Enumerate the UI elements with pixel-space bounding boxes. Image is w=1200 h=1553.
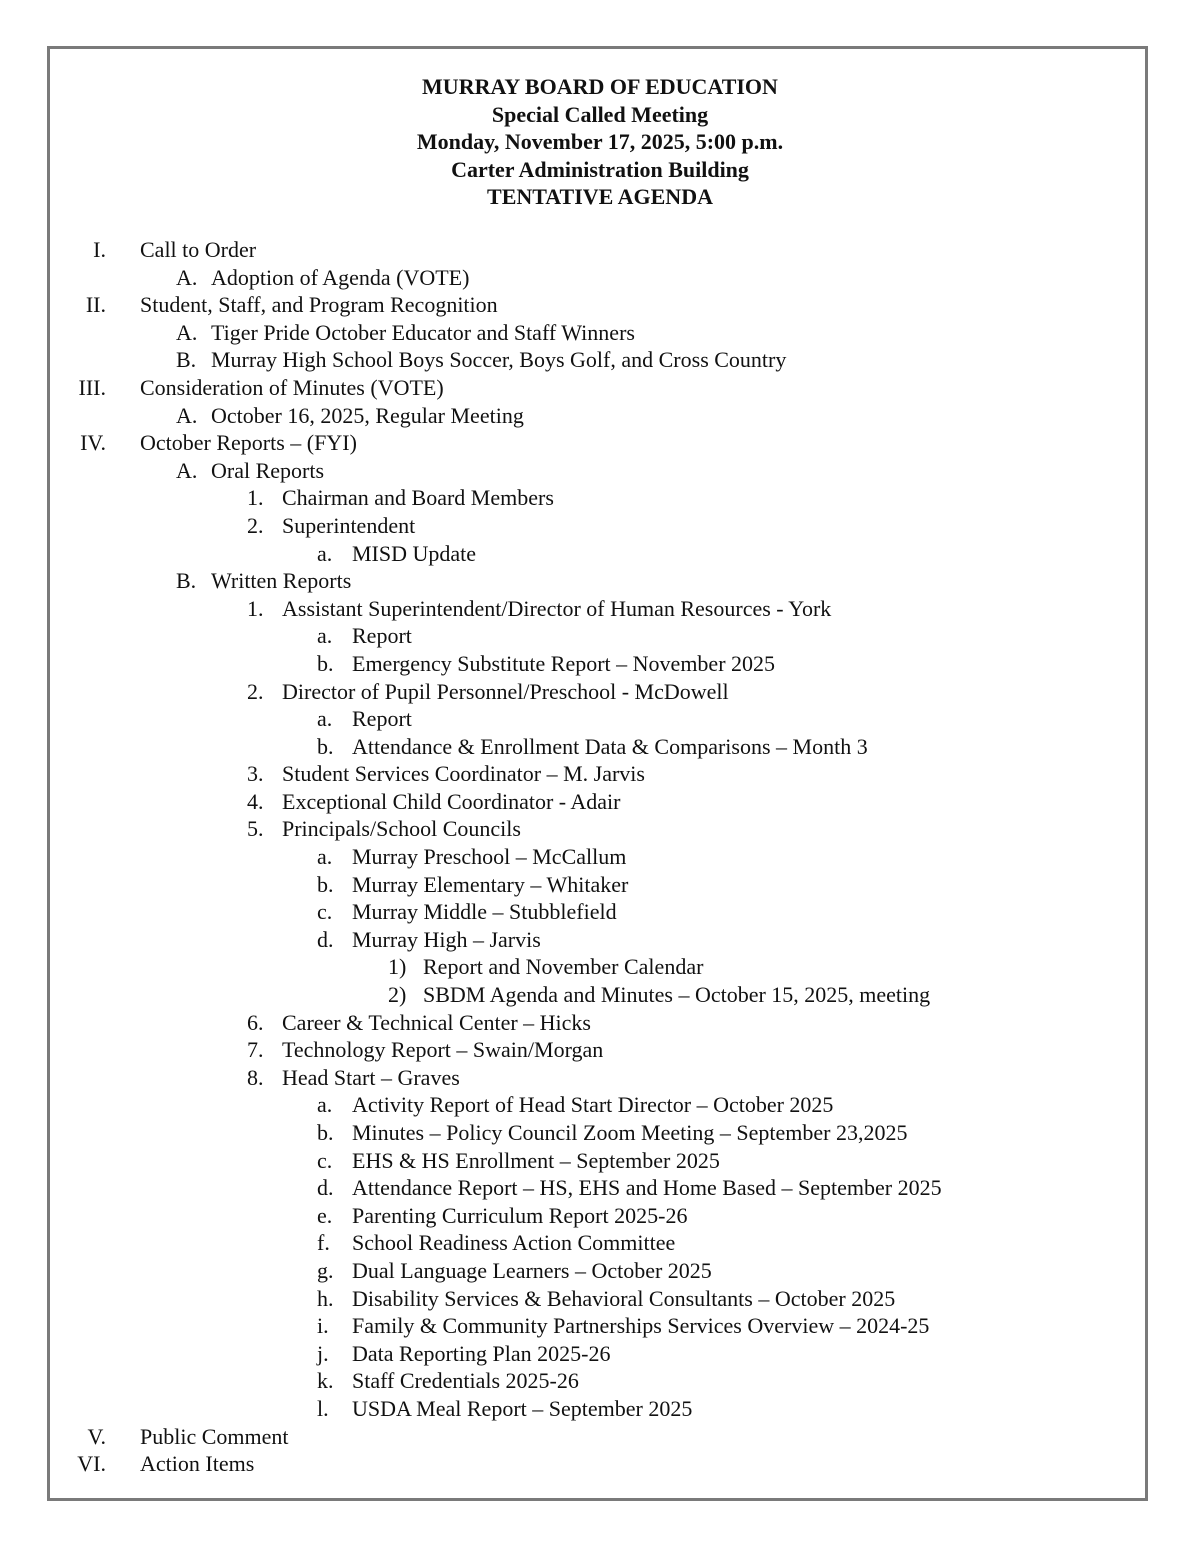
agenda-item-text: Technology Report – Swain/Morgan [282, 1037, 604, 1063]
agenda-item [0, 733, 1200, 761]
agenda-item-text: Minutes – Policy Council Zoom Meeting – September 23,2025 [352, 1120, 908, 1145]
agenda-item [0, 1091, 1200, 1119]
agenda-item-text: Written Reports [211, 568, 352, 594]
agenda-item [0, 1395, 1200, 1423]
agenda-item-number: c. [317, 1147, 333, 1173]
agenda-item-number: d. [317, 926, 334, 952]
agenda-item-number: a. [317, 540, 333, 566]
agenda-item-text: Student Services Coordinator – M. Jarvis [282, 761, 645, 787]
agenda-item [0, 815, 1200, 843]
agenda-item-text: Oral Reports [211, 457, 325, 483]
agenda-item [0, 1064, 1200, 1092]
agenda-item-number: VI. [77, 1451, 106, 1477]
agenda-item-text: Parenting Curriculum Report 2025-26 [352, 1202, 688, 1228]
agenda-header [0, 73, 1200, 211]
meeting-date: Monday, November 17, 2025, 5:00 p.m. [416, 129, 784, 154]
meeting-location: Carter Administration Building [451, 156, 749, 182]
agenda-item [0, 1229, 1200, 1257]
agenda-item [0, 1119, 1200, 1147]
agenda-item [0, 898, 1200, 926]
agenda-item-text: Public Comment [140, 1423, 289, 1449]
agenda-item-text: Career & Technical Center – Hicks [282, 1009, 591, 1035]
agenda-item-text: Adoption of Agenda (VOTE) [211, 264, 470, 290]
agenda-item-text: Action Items [140, 1451, 255, 1477]
agenda-item-text: Chairman and Board Members [282, 485, 554, 511]
agenda-item-text: MISD Update [352, 540, 477, 566]
agenda-item-number: a. [317, 706, 333, 732]
agenda-item-number: A. [176, 457, 198, 483]
agenda-item [0, 512, 1200, 540]
agenda-item-number: III. [78, 374, 106, 400]
agenda-item-number: 2) [388, 982, 407, 1008]
agenda-item [0, 457, 1200, 485]
agenda-item-number: II. [85, 292, 106, 318]
agenda-item-number: 7. [247, 1037, 264, 1063]
agenda-item-number: e. [317, 1202, 333, 1228]
agenda-item-text: Dual Language Learners – October 2025 [352, 1257, 712, 1283]
agenda-item-text: Call to Order [140, 237, 257, 262]
agenda-item [0, 1312, 1200, 1340]
agenda-item-text: Murray High – Jarvis [352, 926, 541, 952]
agenda-item-number: A. [176, 264, 198, 290]
agenda-item [0, 402, 1200, 430]
agenda-item-number: a. [317, 623, 333, 649]
agenda-item-number: b. [317, 650, 334, 676]
agenda-item-text: Head Start – Graves [282, 1064, 460, 1090]
agenda-item-text: Assistant Superintendent/Director of Human Resources - York [282, 595, 832, 621]
agenda-item [0, 953, 1200, 981]
agenda-item [0, 871, 1200, 899]
agenda-item-number: 8. [247, 1064, 264, 1090]
agenda-item [0, 1257, 1200, 1285]
agenda-item [0, 650, 1200, 678]
agenda-item-number: i. [317, 1313, 329, 1339]
agenda-item [0, 1340, 1200, 1368]
agenda-item-number: 6. [247, 1009, 264, 1035]
agenda-item [0, 291, 1200, 319]
agenda-item-number: b. [317, 871, 334, 897]
document-title: TENTATIVE AGENDA [487, 184, 713, 209]
agenda-item [0, 1147, 1200, 1175]
agenda-item [0, 1009, 1200, 1037]
agenda-item-text: Activity Report of Head Start Director – October 2025 [352, 1092, 834, 1118]
agenda-item [0, 540, 1200, 568]
agenda-item-number: l. [317, 1395, 329, 1421]
agenda-item-number: 1. [247, 595, 264, 621]
agenda-item-text: EHS & HS Enrollment – September 2025 [352, 1147, 720, 1173]
agenda-item-number: 4. [247, 788, 264, 814]
agenda-item-text: School Readiness Action Committee [352, 1230, 676, 1256]
agenda-item-number: b. [317, 733, 334, 759]
agenda-item [0, 236, 1200, 264]
agenda-item-text: Consideration of Minutes (VOTE) [140, 374, 444, 400]
agenda-item [0, 760, 1200, 788]
agenda-item-text: Tiger Pride October Educator and Staff Winners [211, 319, 635, 345]
agenda-item-text: Exceptional Child Coordinator - Adair [282, 788, 621, 814]
agenda-item-text: Data Reporting Plan 2025-26 [352, 1340, 611, 1366]
agenda-item-text: Superintendent [282, 512, 416, 538]
agenda-item [0, 1036, 1200, 1064]
agenda-item [0, 346, 1200, 374]
agenda-item-number: 3. [247, 761, 264, 787]
agenda-item-text: Staff Credentials 2025-26 [352, 1368, 579, 1394]
agenda-item [0, 678, 1200, 706]
agenda-item [0, 788, 1200, 816]
agenda-item-number: 1) [388, 954, 407, 980]
agenda-item-number: B. [176, 568, 197, 594]
agenda-item [0, 484, 1200, 512]
agenda-item-number: f. [317, 1230, 330, 1256]
agenda-item-text: Report [352, 706, 412, 732]
agenda-item [0, 1202, 1200, 1230]
agenda-item-number: j. [317, 1340, 329, 1366]
agenda-item-number: k. [317, 1368, 334, 1394]
agenda-item [0, 1423, 1200, 1451]
agenda-item-text: Murray Preschool – McCallum [352, 844, 627, 870]
agenda-item-number: a. [317, 1092, 333, 1118]
agenda-item [0, 622, 1200, 650]
agenda-item-number: a. [317, 844, 333, 870]
agenda-item-text: Murray Middle – Stubblefield [352, 899, 617, 925]
agenda-item [0, 429, 1200, 457]
agenda-item [0, 926, 1200, 954]
agenda-item-number: A. [176, 319, 198, 345]
agenda-item [0, 374, 1200, 402]
board-name: MURRAY BOARD OF EDUCATION [422, 74, 778, 99]
agenda-item-number: d. [317, 1175, 334, 1201]
agenda-item-text: Attendance & Enrollment Data & Comparisons – Month 3 [352, 733, 868, 759]
agenda-item-number: g. [317, 1257, 334, 1283]
agenda-item [0, 1367, 1200, 1395]
agenda-item-number: A. [176, 402, 198, 428]
agenda-item [0, 595, 1200, 623]
agenda-item-text: Student, Staff, and Program Recognition [140, 292, 498, 318]
agenda-item-text: Emergency Substitute Report – November 2025 [352, 650, 776, 676]
agenda-item-number: b. [317, 1120, 334, 1145]
agenda-item [0, 567, 1200, 595]
meeting-type: Special Called Meeting [491, 101, 709, 127]
agenda-item-text: Murray Elementary – Whitaker [352, 871, 629, 897]
agenda-item-number: c. [317, 899, 333, 925]
agenda-item-text: Director of Pupil Personnel/Preschool - McDowell [282, 678, 729, 704]
agenda-item-number: 2. [247, 678, 264, 704]
agenda-item-text: Family & Community Partnerships Services Overview – 2024-25 [352, 1313, 930, 1339]
agenda-item-number: 5. [247, 816, 264, 842]
agenda-item [0, 1285, 1200, 1313]
agenda-item-text: USDA Meal Report – September 2025 [352, 1395, 693, 1421]
agenda-item-text: October 16, 2025, Regular Meeting [211, 402, 524, 428]
agenda-item-text: October Reports – (FYI) [140, 430, 357, 456]
agenda-item-text: Murray High School Boys Soccer, Boys Golf, and Cross Country [211, 347, 787, 373]
agenda-item-number: I. [93, 237, 106, 262]
agenda-item [0, 705, 1200, 733]
agenda-item-text: SBDM Agenda and Minutes – October 15, 2025, meeting [423, 982, 931, 1008]
agenda-item-text: Attendance Report – HS, EHS and Home Based – September 2025 [352, 1175, 942, 1201]
agenda-list [0, 236, 1200, 1478]
agenda-item-number: 1. [247, 485, 264, 511]
agenda-item-number: h. [317, 1285, 334, 1311]
agenda-item-number: IV. [80, 430, 106, 456]
agenda-item [0, 1450, 1200, 1478]
agenda-item [0, 264, 1200, 292]
agenda-item [0, 319, 1200, 347]
agenda-item [0, 843, 1200, 871]
agenda-item [0, 981, 1200, 1009]
agenda-item-text: Report [352, 623, 412, 649]
agenda-item-number: B. [176, 347, 197, 373]
agenda-item-text: Principals/School Councils [282, 816, 521, 842]
agenda-item-number: 2. [247, 512, 264, 538]
agenda-item-text: Report and November Calendar [423, 954, 704, 980]
agenda-item [0, 1174, 1200, 1202]
agenda-item-text: Disability Services & Behavioral Consultants – October 2025 [352, 1285, 896, 1311]
agenda-item-number: V. [87, 1423, 106, 1449]
